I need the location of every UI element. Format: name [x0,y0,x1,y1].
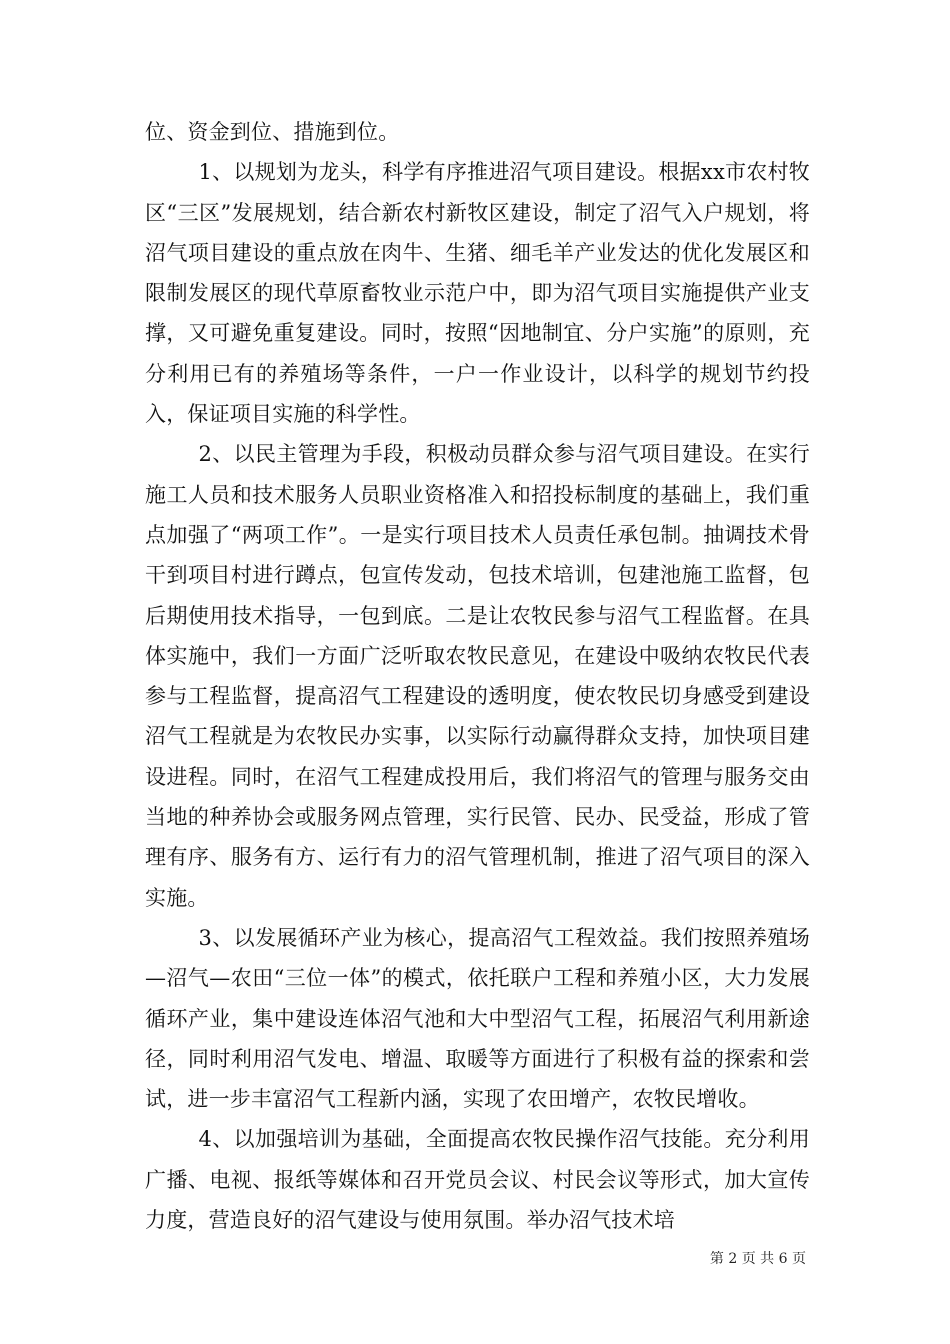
paragraph-3-circular-industry: 3、以发展循环产业为核心，提高沼气工程效益。我们按照养殖场—沼气—农田“三位一体”的模式，依托联户工程和养殖小区，大力发展循环产业，集中建设连体沼气池和大中型沼气工程，拓展沼气利用新途径，同时利用沼气发电、增温、取暖等方面进行了积极有益的探索和尝试，进一步丰富沼气工程新内涵，实现了农田增产，农牧民增收。 [145,925,810,1112]
paragraph-4-training: 4、以加强培训为基础，全面提高农牧民操作沼气技能。充分利用广播、电视、报纸等媒体和召开党员会议、村民会议等形式，加大宣传力度，营造良好的沼气建设与使用氛围。举办沼气技术培 [145,1127,810,1233]
paragraph-continuation: 位、资金到位、措施到位。 [145,120,400,144]
paragraph-2-democratic-management: 2、以民主管理为手段，积极动员群众参与沼气项目建设。在实行施工人员和技术服务人员职业资格准入和招投标制度的基础上，我们重点加强了“两项工作”。一是实行项目技术人员责任承包制。抽调技术骨干到项目村进行蹲点，包宣传发动，包技术培训，包建池施工监督，包后期使用技术指导，一包到底。二是让农牧民参与沼气工程监督。在具体实施中，我们一方面广泛听取农牧民意见，在建设中吸纳农牧民代表参与工程监督，提高沼气工程建设的透明度，使农牧民切身感受到建设沼气工程就是为农牧民办实事，以实际行动赢得群众支持，加快项目建设进程。同时，在沼气工程建成投用后，我们将沼气的管理与服务交由当地的种养协会或服务网点管理，实行民管、民办、民受益，形成了管理有序、服务有方、运行有力的沼气管理机制，推进了沼气项目的深入实施。 [145,442,810,910]
paragraph-1-planning: 1、以规划为龙头，科学有序推进沼气项目建设。根据xx市农村牧区“三区”发展规划，结合新农村新牧区建设，制定了沼气入户规划，将沼气项目建设的重点放在肉牛、生猪、细毛羊产业发达的优化发展区和限制发展区的现代草原畜牧业示范户中，即为沼气项目实施提供产业支撑，又可避免重复建设。同时，按照“因地制宜、分户实施”的原则，充分利用已有的养殖场等条件，一户一作业设计，以科学的规划节约投入，保证项目实施的科学性。 [145,160,810,427]
document-body [145,112,810,1240]
page-number-footer: 第 2 页 共 6 页 [709,1251,806,1267]
